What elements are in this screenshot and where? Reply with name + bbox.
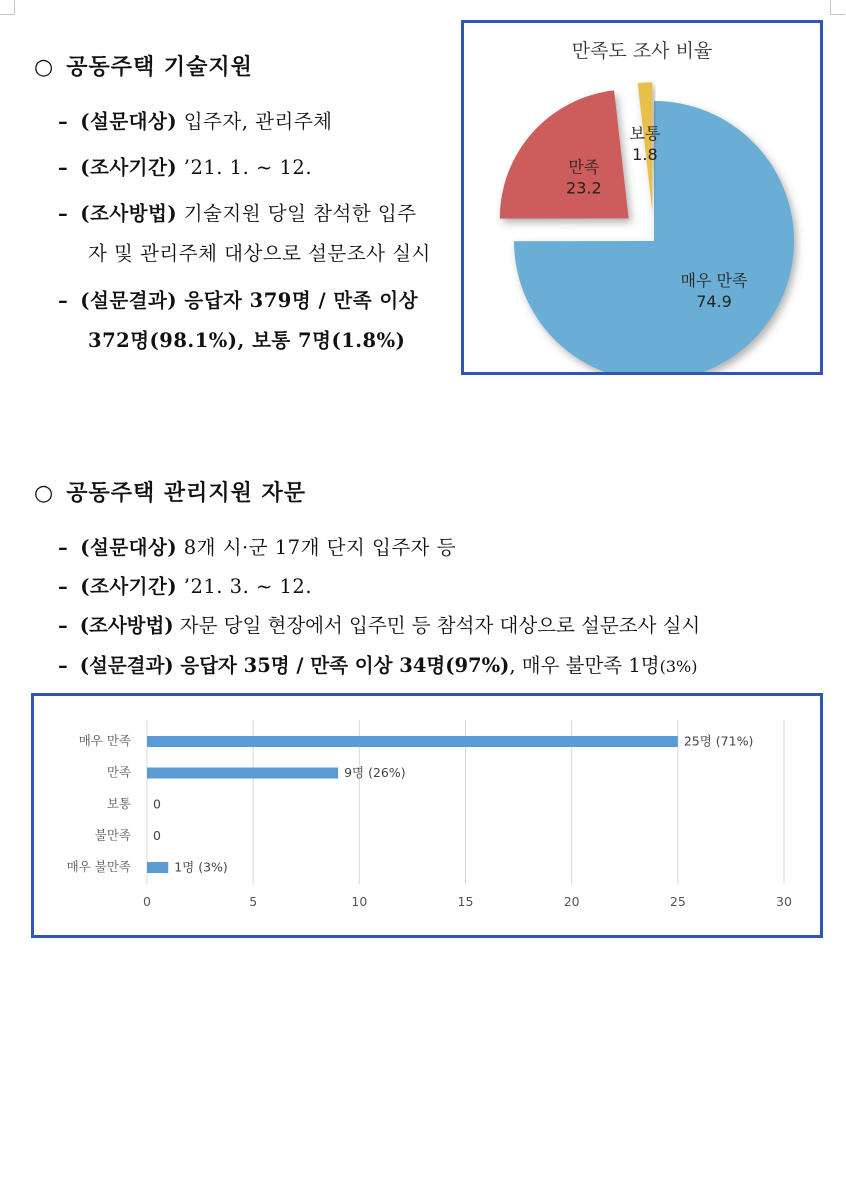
pie-chart — [464, 23, 820, 372]
pie-title: 만족도 조사 비율 — [571, 40, 713, 62]
s1-item-method: – (조사방법) 기술지원 당일 참석한 입주 — [58, 202, 417, 225]
bar-category-label: 불만족 — [94, 827, 131, 843]
s2-method-label: (조사방법) — [79, 614, 174, 637]
pie-chart-panel — [461, 20, 823, 375]
s2-item-target: – (설문대상) 8개 시·군 17개 단지 입주자 등 — [58, 536, 457, 559]
s2-result-label: (설문결과) — [79, 654, 174, 677]
bar-x-tick-label: 15 — [457, 894, 474, 909]
s2-result-text: , 매우 불만족 1명 — [509, 654, 660, 677]
bar-mark — [147, 768, 338, 779]
s1-item-method-cont: 자 및 관리주체 대상으로 설문조사 실시 — [88, 242, 431, 265]
bar-category-label: 매우 만족 — [78, 733, 131, 748]
s2-method-text: 자문 당일 현장에서 입주민 등 참석자 대상으로 설문조사 실시 — [173, 614, 701, 637]
bar-x-tick-label: 0 — [143, 894, 151, 909]
s1-item-result: – (설문결과) 응답자 379명 / 만족 이상 — [58, 289, 419, 312]
section2-bullet: ○ — [34, 481, 55, 506]
s2-item-period: – (조사기간) ’21. 3. ~ 12. — [58, 575, 313, 598]
s1-item-result-cont: 372명(98.1%), 보통 7명(1.8%) — [88, 329, 406, 352]
s1-result-text: 응답자 379명 / 만족 이상 — [177, 289, 419, 312]
s1-target-text: 입주자, 관리주체 — [177, 110, 333, 133]
bar-data-label: 25명 (71%) — [683, 733, 754, 749]
s2-result-bold: 응답자 35명 / 만족 이상 34명(97%) — [173, 654, 510, 677]
pie-slice-satisfied — [500, 90, 629, 218]
bar-category-label: 보통 — [106, 796, 131, 811]
s1-method-label: (조사방법) — [80, 202, 178, 225]
s1-target-label: (설문대상) — [80, 110, 178, 133]
bar-mark — [147, 736, 678, 747]
bar-x-tick-label: 5 — [249, 894, 258, 909]
s2-item-method: – (조사방법) 자문 당일 현장에서 입주민 등 참석자 대상으로 설문조사 실시 — [58, 614, 701, 637]
s1-item-period: – (조사기간) ’21. 1. ~ 12. — [58, 156, 313, 179]
bar-x-tick-label: 30 — [776, 894, 792, 909]
pie-label-satisfied: 만족 23.2 — [566, 157, 602, 198]
s1-period-label: (조사기간) — [80, 156, 178, 179]
pie-label-very-satisfied: 매우 만족 74.9 — [680, 271, 748, 311]
bar-data-label: 1명 (3%) — [174, 859, 228, 875]
bar-chart — [34, 696, 820, 935]
page-corner-mark-left — [0, 0, 15, 15]
s2-period-label: (조사기간) — [80, 575, 178, 598]
section1-bullet: ○ — [34, 55, 55, 80]
bar-data-label: 0 — [153, 796, 161, 812]
pie-label-normal: 보통 1.8 — [629, 124, 661, 165]
s1-result-label: (설문결과) — [80, 289, 178, 312]
section1-title-text: 공동주택 기술지원 — [66, 54, 253, 80]
section1-title — [34, 50, 253, 81]
s1-period-text: ’21. 1. ~ 12. — [177, 156, 313, 179]
bar-mark — [147, 862, 168, 873]
s2-result-small: (3%) — [659, 657, 698, 676]
s2-period-text: ’21. 3. ~ 12. — [177, 575, 313, 598]
section2-title — [34, 476, 306, 507]
bar-x-tick-label: 10 — [351, 894, 368, 909]
s2-item-result: – (설문결과) 응답자 35명 / 만족 이상 34명(97%), 매우 불만족 1명(3%) — [58, 654, 698, 677]
bar-data-label: 0 — [153, 828, 161, 843]
bar-data-label: 9명 (26%) — [344, 765, 406, 780]
page-corner-mark-right — [830, 0, 845, 15]
s2-target-text: 8개 시·군 17개 단지 입주자 등 — [177, 536, 457, 559]
bar-x-tick-label: 20 — [563, 894, 580, 909]
section2-title-text: 공동주택 관리지원 자문 — [66, 480, 307, 506]
bar-chart-panel — [31, 693, 823, 938]
bar-category-label: 매우 불만족 — [66, 859, 131, 874]
s1-method-text: 기술지원 당일 참석한 입주 — [177, 202, 417, 225]
bar-category-label: 만족 — [106, 764, 131, 780]
s1-item-target: – (설문대상) 입주자, 관리주체 — [58, 110, 333, 133]
s2-target-label: (설문대상) — [80, 536, 178, 559]
bar-x-tick-label: 25 — [669, 894, 686, 909]
